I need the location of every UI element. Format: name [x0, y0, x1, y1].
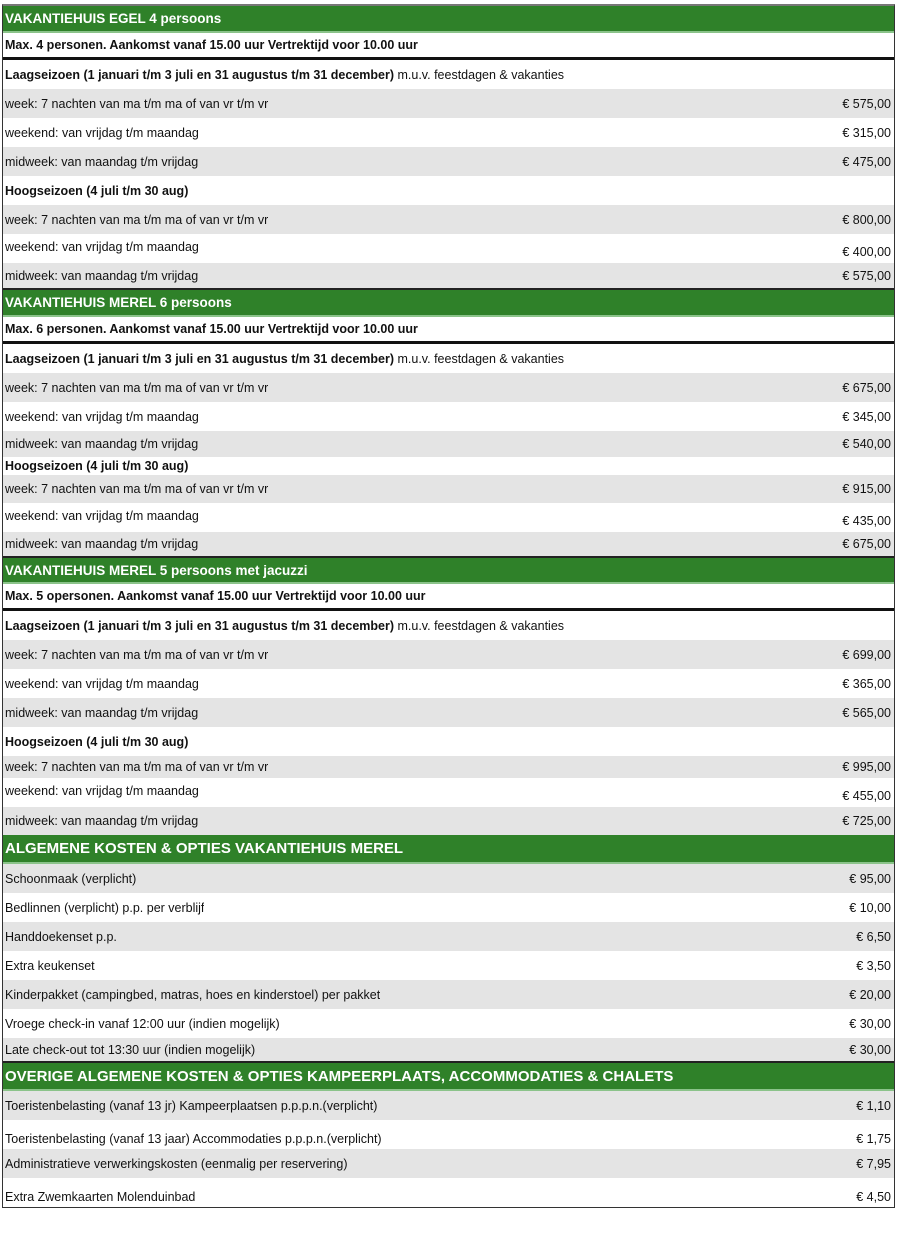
row-label: midweek: van maandag t/m vrijdag [5, 814, 199, 828]
row-label: midweek: van maandag t/m vrijdag [5, 154, 199, 169]
row-price: € 540,00 [842, 437, 891, 451]
row-price: € 95,00 [849, 871, 891, 886]
section-info [3, 317, 894, 344]
row-price: € 675,00 [842, 380, 891, 395]
row-label: week: 7 nachten van ma t/m ma of van vr t/m vr [5, 482, 269, 496]
row-price: € 315,00 [842, 125, 891, 140]
section-info [3, 33, 894, 60]
low-season-heading [3, 344, 894, 373]
price-row [3, 234, 894, 263]
row-label: weekend: van vrijdag t/m maandag [5, 409, 199, 424]
section-title: VAKANTIEHUIS MEREL 5 persoons met jacuzzi [5, 562, 308, 578]
row-label: weekend: van vrijdag t/m maandag [5, 783, 199, 798]
row-price: € 345,00 [842, 409, 891, 424]
price-row [3, 503, 894, 532]
price-row [3, 373, 894, 402]
low-season-note: m.u.v. feestdagen & vakanties [394, 618, 565, 633]
low-season-note: m.u.v. feestdagen & vakanties [394, 67, 565, 82]
row-label: weekend: van vrijdag t/m maandag [5, 239, 199, 254]
price-row [3, 89, 894, 118]
cost-row [3, 1091, 894, 1120]
row-label: midweek: van maandag t/m vrijdag [5, 537, 199, 551]
section-info [3, 584, 894, 611]
low-season-heading [3, 611, 894, 640]
row-label: Toeristenbelasting (vanaf 13 jr) Kampeerplaatsen p.p.p.n.(verplicht) [5, 1098, 378, 1113]
cost-row [3, 864, 894, 893]
row-price: € 675,00 [842, 537, 891, 551]
row-price: € 565,00 [842, 705, 891, 720]
price-row [3, 640, 894, 669]
row-price: € 995,00 [842, 760, 891, 774]
price-table [2, 4, 895, 1208]
low-season-label: Laagseizoen (1 januari t/m 3 juli en 31 augustus t/m 31 december) [5, 67, 395, 82]
high-season-heading [3, 457, 894, 475]
cost-row [3, 1149, 894, 1178]
row-price: € 4,50 [856, 1190, 891, 1204]
price-row [3, 698, 894, 727]
section-header-merel-6 [3, 290, 894, 317]
price-row [3, 778, 894, 807]
row-price: € 725,00 [842, 814, 891, 828]
price-row [3, 118, 894, 147]
row-price: € 30,00 [849, 1042, 891, 1057]
row-price: € 435,00 [842, 514, 891, 528]
row-label: week: 7 nachten van ma t/m ma of van vr t/m vr [5, 212, 269, 227]
price-row [3, 532, 894, 558]
price-row [3, 402, 894, 431]
row-price: € 1,75 [856, 1132, 891, 1146]
row-label: weekend: van vrijdag t/m maandag [5, 125, 199, 140]
price-row [3, 669, 894, 698]
cost-row [3, 1120, 894, 1149]
row-label: week: 7 nachten van ma t/m ma of van vr t/m vr [5, 760, 269, 774]
row-price: € 915,00 [842, 482, 891, 496]
high-season-label: Hoogseizoen (4 juli t/m 30 aug) [5, 459, 189, 473]
row-price: € 400,00 [842, 245, 891, 259]
high-season-heading [3, 727, 894, 756]
cost-row [3, 1178, 894, 1207]
row-label: Kinderpakket (campingbed, matras, hoes en kinderstoel) per pakket [5, 987, 381, 1002]
price-row [3, 756, 894, 778]
price-row [3, 147, 894, 176]
info-text: Max. 5 opersonen. Aankomst vanaf 15.00 uur Vertrektijd voor 10.00 uur [5, 589, 426, 603]
cost-row [3, 893, 894, 922]
row-label: Schoonmaak (verplicht) [5, 871, 137, 886]
section-title: OVERIGE ALGEMENE KOSTEN & OPTIES KAMPEERPLAATS, ACCOMMODATIES & CHALETS [5, 1067, 674, 1085]
row-price: € 699,00 [842, 647, 891, 662]
low-season-note: m.u.v. feestdagen & vakanties [394, 351, 565, 366]
row-label: Extra Zwemkaarten Molenduinbad [5, 1190, 196, 1204]
section-title: ALGEMENE KOSTEN & OPTIES VAKANTIEHUIS MEREL [5, 840, 404, 857]
row-price: € 7,95 [856, 1156, 891, 1171]
cost-row [3, 980, 894, 1009]
row-label: Handdoekenset p.p. [5, 929, 117, 944]
row-label: week: 7 nachten van ma t/m ma of van vr t/m vr [5, 380, 269, 395]
row-price: € 365,00 [842, 676, 891, 691]
section-header-other-costs [3, 1063, 894, 1091]
cost-row [3, 951, 894, 980]
row-label: weekend: van vrijdag t/m maandag [5, 676, 199, 691]
row-price: € 475,00 [842, 154, 891, 169]
info-text: Max. 6 personen. Aankomst vanaf 15.00 uur Vertrektijd voor 10.00 uur [5, 322, 418, 336]
high-season-heading [3, 176, 894, 205]
row-price: € 30,00 [849, 1016, 891, 1031]
price-row [3, 807, 894, 835]
row-price: € 3,50 [856, 958, 891, 973]
low-season-label: Laagseizoen (1 januari t/m 3 juli en 31 augustus t/m 31 december) [5, 618, 395, 633]
row-label: midweek: van maandag t/m vrijdag [5, 437, 199, 451]
section-title: VAKANTIEHUIS MEREL 6 persoons [5, 295, 232, 310]
cost-row [3, 1038, 894, 1063]
row-price: € 455,00 [842, 789, 891, 803]
row-price: € 6,50 [856, 929, 891, 944]
high-season-label: Hoogseizoen (4 juli t/m 30 aug) [5, 183, 189, 198]
row-label: Toeristenbelasting (vanaf 13 jaar) Accommodaties p.p.p.n.(verplicht) [5, 1132, 382, 1146]
price-row [3, 263, 894, 290]
info-text: Max. 4 personen. Aankomst vanaf 15.00 uur Vertrektijd voor 10.00 uur [5, 38, 418, 52]
row-label: midweek: van maandag t/m vrijdag [5, 705, 199, 720]
price-row [3, 475, 894, 503]
section-header-merel-costs [3, 835, 894, 864]
row-price: € 575,00 [842, 268, 891, 283]
row-price: € 575,00 [842, 96, 891, 111]
row-label: week: 7 nachten van ma t/m ma of van vr t/m vr [5, 96, 269, 111]
section-title: VAKANTIEHUIS EGEL 4 persoons [5, 11, 222, 26]
section-header-egel [3, 6, 894, 33]
row-price: € 10,00 [849, 900, 891, 915]
row-label: Vroege check-in vanaf 12:00 uur (indien mogelijk) [5, 1016, 280, 1031]
row-price: € 1,10 [856, 1098, 891, 1113]
price-row [3, 431, 894, 457]
section-header-merel-5-jacuzzi [3, 558, 894, 584]
row-label: midweek: van maandag t/m vrijdag [5, 268, 199, 283]
low-season-heading [3, 60, 894, 89]
row-label: Extra keukenset [5, 958, 95, 973]
price-row [3, 205, 894, 234]
row-price: € 20,00 [849, 987, 891, 1002]
row-label: week: 7 nachten van ma t/m ma of van vr t/m vr [5, 647, 269, 662]
row-label: Administratieve verwerkingskosten (eenmalig per reservering) [5, 1156, 348, 1171]
cost-row [3, 1009, 894, 1038]
row-price: € 800,00 [842, 212, 891, 227]
high-season-label: Hoogseizoen (4 juli t/m 30 aug) [5, 734, 189, 749]
cost-row [3, 922, 894, 951]
row-label: Bedlinnen (verplicht) p.p. per verblijf [5, 900, 205, 915]
row-label: weekend: van vrijdag t/m maandag [5, 508, 199, 523]
row-label: Late check-out tot 13:30 uur (indien mogelijk) [5, 1042, 256, 1057]
low-season-label: Laagseizoen (1 januari t/m 3 juli en 31 augustus t/m 31 december) [5, 351, 395, 366]
